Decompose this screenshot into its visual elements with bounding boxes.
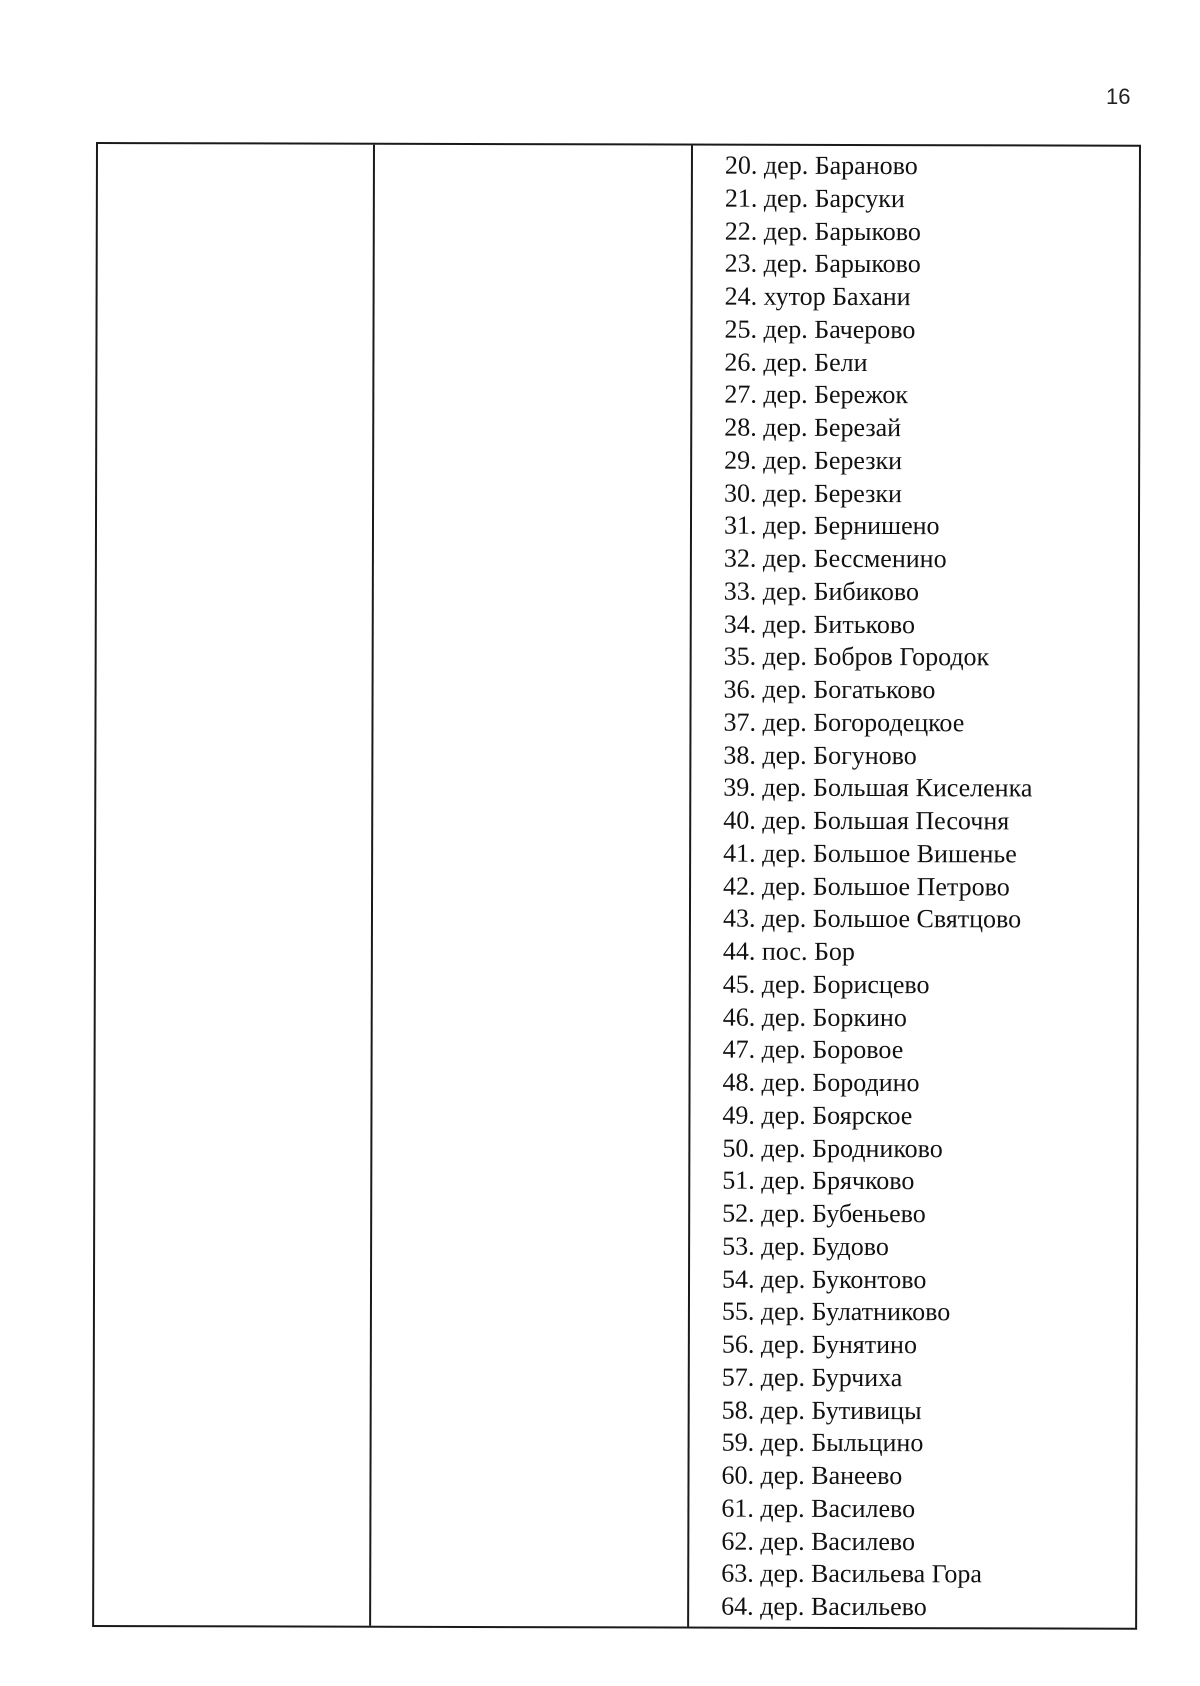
list-item: 30. дер. Березки (724, 478, 903, 508)
list-item: 44. пос. Бор (722, 936, 855, 966)
list-item: 34. дер. Битьково (723, 609, 916, 639)
list-item: 20. дер. Бараново (724, 150, 918, 181)
list-item: 25. дер. Бачерово (724, 314, 916, 344)
table-column-1 (94, 144, 375, 1626)
list-item: 58. дер. Бутивицы (721, 1395, 922, 1425)
settlements-table (92, 142, 1141, 1630)
list-item: 42. дер. Большое Петрово (723, 871, 1010, 901)
list-item: 27. дер. Бережок (724, 379, 909, 410)
list-item: 50. дер. Бродниково (722, 1133, 943, 1163)
list-item: 48. дер. Бородино (722, 1067, 920, 1098)
list-item: 24. хутор Бахани (724, 281, 911, 312)
list-item: 45. дер. Борисцево (722, 969, 930, 999)
page-number: 16 (1106, 84, 1131, 109)
list-item: 49. дер. Боярское (722, 1100, 913, 1130)
list-item: 31. дер. Бернишено (723, 510, 940, 541)
list-item: 54. дер. Буконтово (721, 1264, 927, 1294)
list-item: 51. дер. Брячково (722, 1165, 915, 1196)
list-item: 43. дер. Большое Святцово (722, 903, 1022, 934)
list-item: 36. дер. Богатьково (723, 674, 936, 705)
list-item: 35. дер. Бобров Городок (723, 641, 990, 672)
list-item: 46. дер. Боркино (722, 1002, 907, 1032)
list-item: 23. дер. Барыково (724, 248, 921, 279)
list-item: 59. дер. Быльцино (721, 1427, 924, 1458)
list-item: 32. дер. Бессменино (723, 543, 947, 574)
list-item: 22. дер. Барыково (724, 216, 921, 246)
list-item: 21. дер. Барсуки (724, 183, 905, 213)
list-item: 28. дер. Березай (724, 412, 902, 443)
list-item: 53. дер. Будово (722, 1231, 889, 1261)
list-item: 62. дер. Василево (721, 1526, 916, 1556)
list-item: 41. дер. Большое Вишенье (723, 838, 1017, 869)
list-item: 47. дер. Боровое (722, 1034, 904, 1065)
list-item: 55. дер. Булатниково (721, 1296, 951, 1327)
table-column-2 (371, 145, 693, 1627)
list-item: 63. дер. Васильева Гора (721, 1558, 983, 1589)
list-item: 39. дер. Большая Киселенка (723, 772, 1033, 803)
list-item: 60. дер. Ванеево (721, 1460, 903, 1491)
list-item: 37. дер. Богородецкое (723, 707, 965, 738)
list-item: 64. дер. Васильево (721, 1591, 927, 1622)
table-column-3 (689, 146, 1139, 1628)
list-item: 61. дер. Василево (721, 1493, 916, 1523)
list-item: 57. дер. Бурчиха (721, 1362, 903, 1392)
list-item: 40. дер. Большая Песочня (723, 805, 1010, 836)
list-item: 29. дер. Березки (724, 445, 903, 475)
list-item: 52. дер. Бубеньево (722, 1198, 926, 1229)
list-item: 33. дер. Бибиково (723, 576, 920, 606)
list-item: 38. дер. Богуново (723, 740, 917, 770)
settlement-list (721, 150, 1139, 1625)
list-item: 26. дер. Бели (724, 347, 868, 377)
list-item: 56. дер. Бунятино (721, 1329, 918, 1360)
